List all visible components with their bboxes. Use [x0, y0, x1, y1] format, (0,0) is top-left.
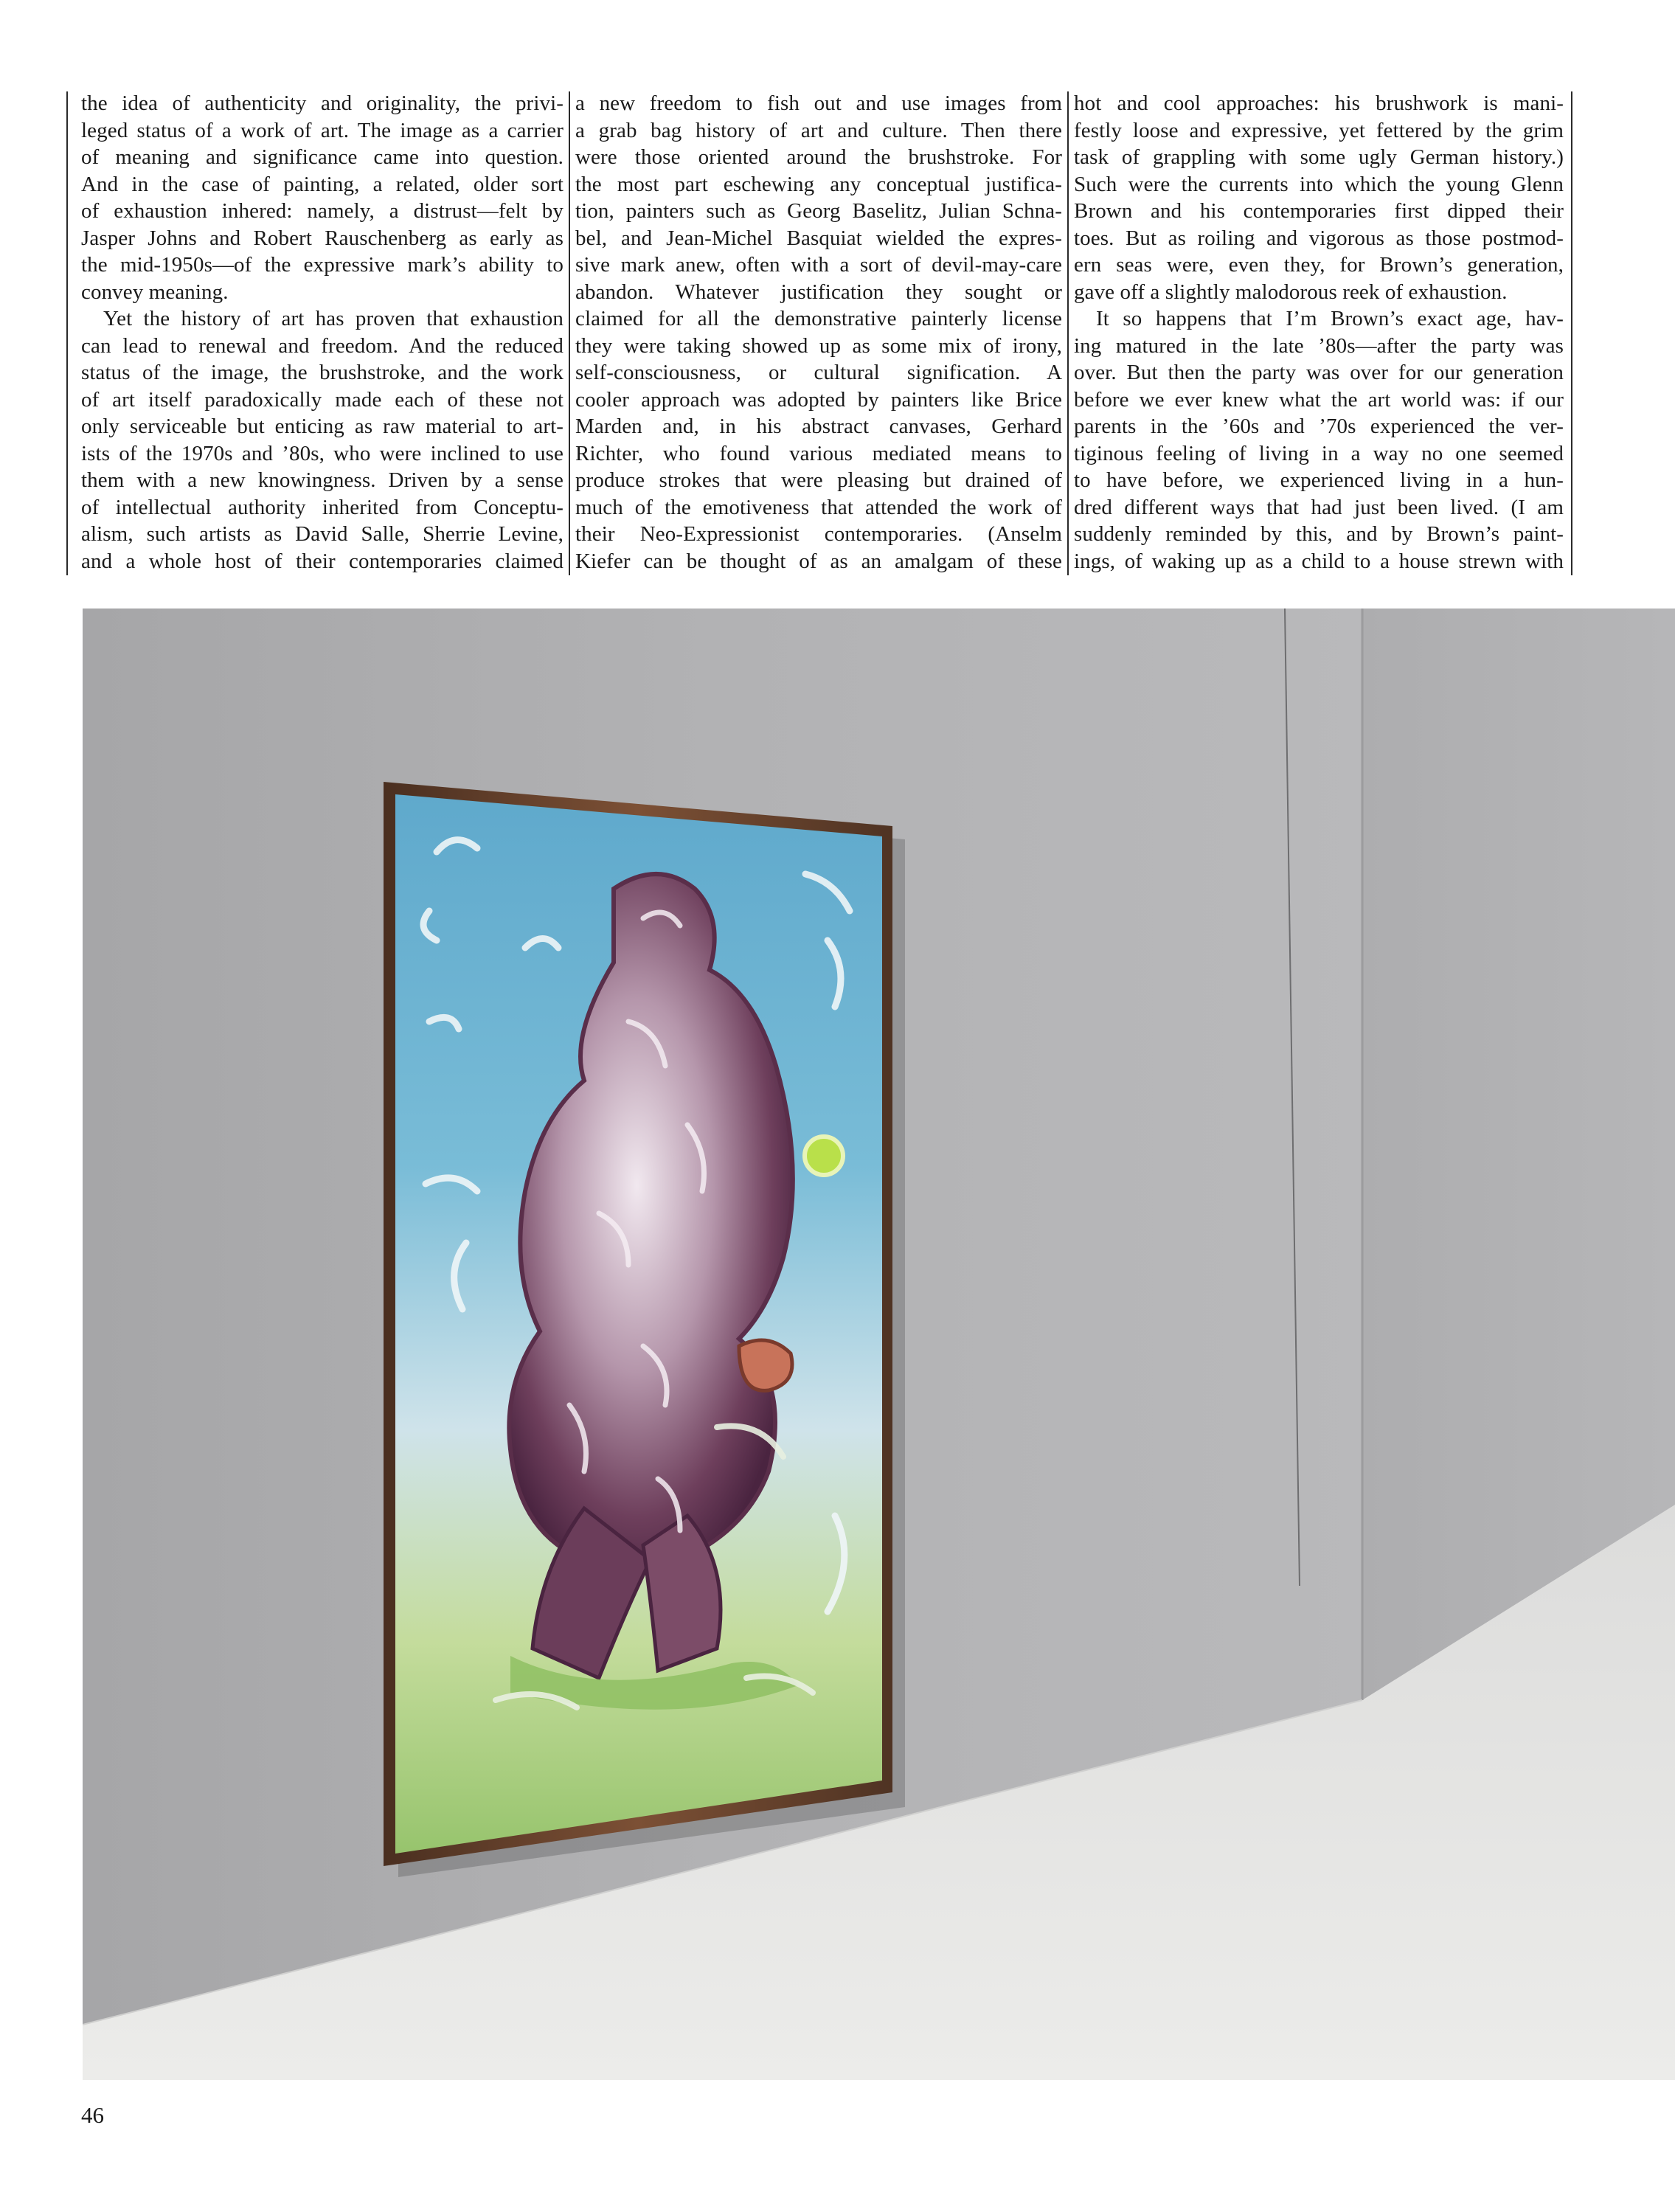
text-line: alism, such artists as David Salle, Sherrie Levine, — [81, 522, 563, 546]
text-line: of intellectual authority inherited from Conceptu- — [81, 495, 563, 519]
text-line: suddenly reminded by this, and by Brown’s paint- — [1074, 522, 1564, 546]
text-line: abandon. Whatever justification they sought or — [575, 280, 1062, 304]
page-number: 46 — [81, 2102, 104, 2128]
text-column-2 — [575, 90, 1062, 577]
text-line: and a whole host of their contemporaries claimed — [81, 549, 563, 573]
text-line: Yet the history of art has proven that exhaustion — [103, 307, 563, 330]
text-line: can lead to renewal and freedom. And the reduced — [81, 333, 563, 358]
text-line: before we ever knew what the art world was: if our — [1074, 387, 1564, 412]
gallery-installation-photo — [83, 609, 1675, 2080]
text-line: convey meaning. — [81, 280, 229, 304]
text-line: tiginous feeling of living in a way no one seemed — [1074, 441, 1564, 465]
text-column-3 — [1074, 90, 1564, 577]
text-line: status of the image, the brushstroke, and the work — [81, 361, 563, 384]
text-line: produce strokes that were pleasing but drained of — [575, 468, 1062, 492]
text-line: bel, and Jean-Michel Basquiat wielded the expres- — [575, 226, 1062, 250]
text-line: a grab bag history of art and culture. Then there — [575, 118, 1062, 142]
text-column-1 — [81, 90, 563, 577]
text-line: Marden and, in his abstract canvases, Gerhard — [575, 415, 1062, 438]
text-line: Jasper Johns and Robert Rauschenberg as early as — [81, 226, 563, 250]
text-line: ings, of waking up as a child to a house strewn with — [1074, 549, 1564, 573]
text-line: much of the emotiveness that attended the work of — [575, 495, 1062, 519]
text-line: ern seas were, even they, for Brown’s generation, — [1074, 253, 1564, 277]
text-line: leged status of a work of art. The image as a carrier — [81, 118, 563, 142]
column-rule — [66, 91, 68, 575]
text-line: self-consciousness, or cultural signification. A — [575, 361, 1062, 384]
text-line: the mid-1950s—of the expressive mark’s ability to — [81, 253, 563, 277]
text-line: toes. But as roiling and vigorous as those postmod- — [1074, 226, 1564, 250]
text-line: tion, painters such as Georg Baselitz, Julian Schna- — [575, 199, 1062, 223]
text-line: sive mark anew, often with a sort of devil-may-care — [575, 253, 1062, 277]
text-line: of meaning and significance came into question. — [81, 145, 563, 169]
text-line: Kiefer can be thought of as an amalgam of these — [575, 549, 1062, 573]
text-line: Brown and his contemporaries first dipped their — [1074, 199, 1564, 223]
gallery-room — [83, 609, 1675, 2080]
column-rule — [1571, 91, 1572, 575]
text-line: claimed for all the demonstrative painterly license — [575, 307, 1062, 330]
text-line: of exhaustion inhered: namely, a distrust—felt by — [81, 199, 563, 223]
article-text-block — [66, 90, 1637, 577]
text-line: task of grappling with some ugly German history.) — [1074, 145, 1564, 169]
text-line: parents in the ’60s and ’70s experienced the ver- — [1074, 415, 1564, 438]
text-line: ing matured in the late ’80s—after the party was — [1074, 333, 1564, 358]
text-line: Richter, who found various mediated means to — [575, 441, 1062, 465]
text-line: It so happens that I’m Brown’s exact age, hav- — [1096, 307, 1564, 330]
text-line: only serviceable but enticing as raw material to art- — [81, 415, 563, 438]
text-line: them with a new knowingness. Driven by a sense — [81, 468, 563, 492]
text-line: dred different ways that had just been lived. (I am — [1074, 495, 1564, 519]
text-line: the idea of authenticity and originality, the privi- — [81, 91, 563, 115]
text-line: to have before, we experienced living in a hun- — [1074, 468, 1564, 492]
text-line: a new freedom to fish out and use images from — [575, 91, 1062, 115]
text-line: ists of the 1970s and ’80s, who were inclined to use — [81, 441, 563, 465]
text-line: their Neo-Expressionist contemporaries. (Anselm — [575, 522, 1062, 546]
column-rule — [569, 91, 570, 575]
text-line: And in the case of painting, a related, older sort — [81, 172, 563, 196]
column-rule — [1067, 91, 1069, 575]
text-line: festly loose and expressive, yet fettered by the grim — [1074, 118, 1564, 142]
text-line: Such were the currents into which the young Glenn — [1074, 172, 1564, 196]
text-line: gave off a slightly malodorous reek of exhaustion. — [1074, 280, 1508, 304]
text-line: were those oriented around the brushstroke. For — [575, 145, 1062, 169]
text-line: over. But then the party was over for our generation — [1074, 361, 1564, 384]
text-line: hot and cool approaches: his brushwork is mani- — [1074, 91, 1564, 115]
text-line: they were taking showed up as some mix of irony, — [575, 333, 1062, 358]
text-line: of art itself paradoxically made each of these not — [81, 387, 563, 412]
text-line: the most part eschewing any conceptual justifica- — [575, 172, 1062, 196]
text-line: cooler approach was adopted by painters like Brice — [575, 387, 1062, 412]
